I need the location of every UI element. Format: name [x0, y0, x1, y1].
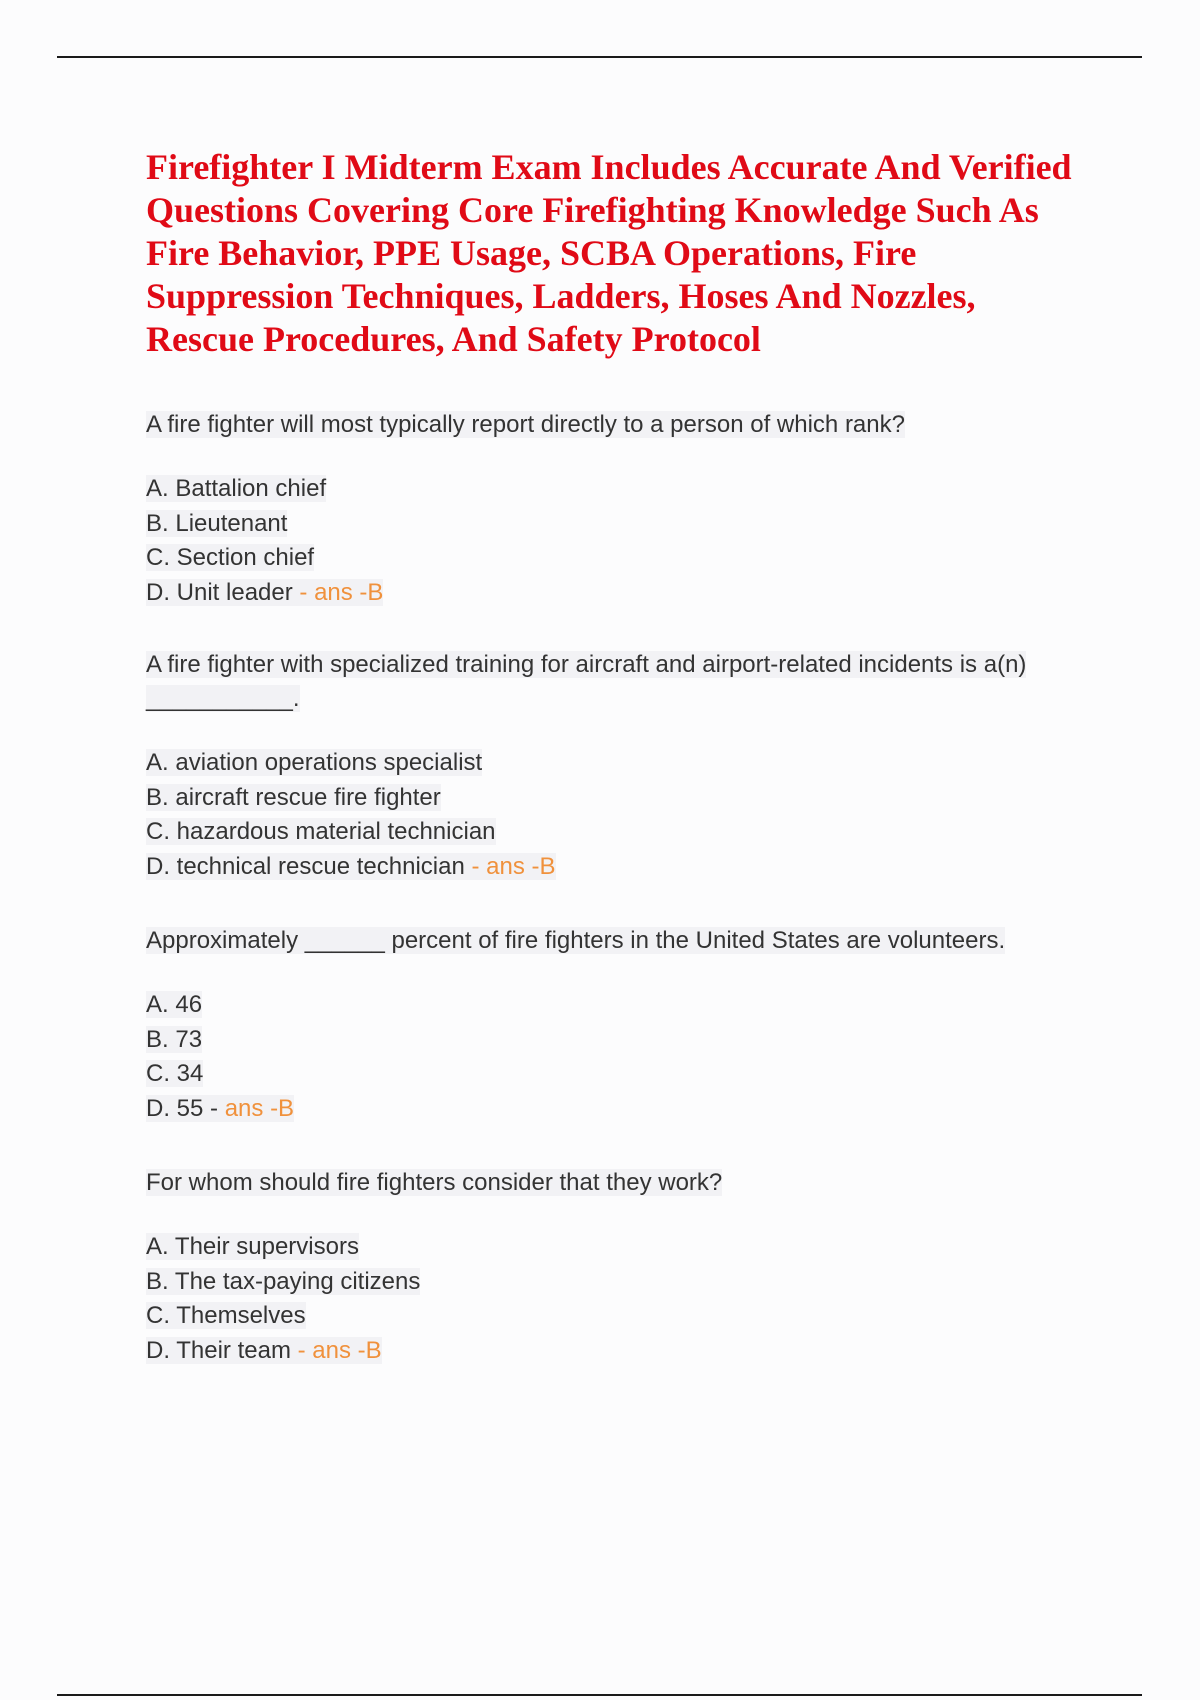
option-b: B. 73 [146, 1025, 203, 1053]
options-list [146, 1230, 1106, 1368]
answer-key: - ans -B [290, 1336, 382, 1364]
options-list [146, 988, 1106, 1126]
question-3 [146, 924, 1106, 1126]
document-body [146, 146, 1086, 1364]
answer-key: - ans -B [292, 578, 384, 606]
option-d: D. 55 - ans -B [146, 1094, 295, 1122]
question-1 [146, 408, 1106, 610]
option-b: B. Lieutenant [146, 509, 288, 537]
option-a: A. 46 [146, 991, 203, 1018]
top-rule [57, 56, 1142, 58]
document-title: Firefighter I Midterm Exam Includes Accurate And Verified Questions Covering Core Firefighting Knowledge Such As Fire Behavior, PPE Usage, SCBA Operations, Fire Suppression Techniques, Ladders, Hoses And Nozzles, Rescue Procedures, And Safety Protocol [146, 147, 1072, 359]
option-d: D. Unit leader - ans -B [146, 578, 384, 606]
options-list [146, 472, 1106, 610]
question-2 [146, 648, 1106, 884]
options-list [146, 746, 1106, 884]
option-c: C. Themselves [146, 1302, 306, 1329]
option-a: A. Their supervisors [146, 1233, 359, 1260]
option-b: B. The tax-paying citizens [146, 1267, 421, 1295]
option-c: C. 34 [146, 1060, 204, 1087]
option-a: A. Battalion chief [146, 475, 327, 502]
option-c: C. hazardous material technician [146, 818, 496, 845]
option-d: D. Their team - ans -B [146, 1336, 382, 1364]
question-text: A fire fighter with specialized training for aircraft and airport-related incidents is a(n) ___________. [146, 651, 1027, 712]
option-b: B. aircraft rescue fire fighter [146, 783, 441, 811]
option-d: D. technical rescue technician - ans -B [146, 852, 556, 880]
option-c: C. Section chief [146, 544, 315, 571]
question-text: Approximately ______ percent of fire fighters in the United States are volunteers. [146, 927, 1006, 954]
bottom-rule [57, 1694, 1142, 1696]
answer-key: - ans -B [464, 852, 556, 880]
question-4 [146, 1166, 1106, 1368]
option-a: A. aviation operations specialist [146, 749, 483, 776]
question-text: A fire fighter will most typically report directly to a person of which rank? [146, 411, 905, 438]
question-text: For whom should fire fighters consider that they work? [146, 1169, 723, 1196]
answer-key: ans -B [218, 1094, 295, 1122]
